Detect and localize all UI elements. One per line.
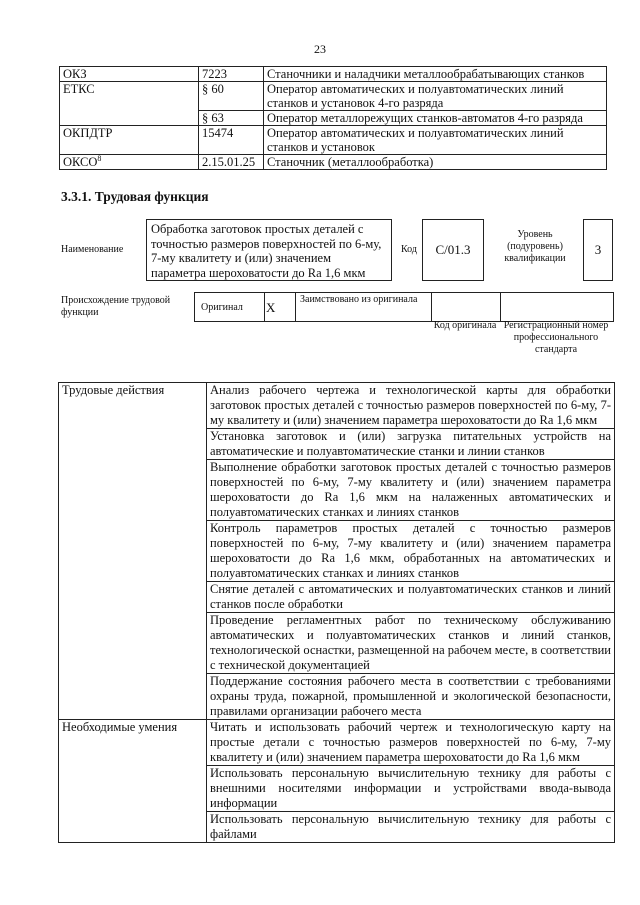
labor-action-item: Поддержание состояния рабочего места в соответствии с требованиями охраны труда, пожарной, промышленной и экологической безопасности, правилами организации рабочего места <box>207 674 615 720</box>
origin-label: Происхождение трудовой функции <box>61 295 171 318</box>
original-code-caption: Код оригинала <box>433 320 497 331</box>
classifier-description: Станочники и наладчики металлообрабатывающих станков <box>264 67 607 82</box>
skill-item: Читать и использовать рабочий чертеж и технологическую карту на простые детали с точностью размеров поверхностей по 6-му, 7-му квалитету и (или) значением параметра шероховатости до Ra 1,6 мкм <box>207 720 615 766</box>
classifier-description: Оператор автоматических и полуавтоматических линий станков и установок 4-го разряда <box>264 82 607 111</box>
classifier-description: Оператор металлорежущих станков-автоматов 4-го разряда <box>264 111 607 126</box>
classifier-number: § 60 <box>199 82 264 111</box>
classifier-code: ОКЗ <box>60 67 199 82</box>
footnote-mark: 8 <box>97 153 102 163</box>
labor-actions-heading: Трудовые действия <box>59 383 207 720</box>
labor-action-item: Снятие деталей с автоматических и полуавтоматических станков и линий станков после обработки <box>207 582 615 613</box>
table-row <box>195 293 614 322</box>
function-details-table <box>58 382 615 843</box>
qualification-level-value: 3 <box>583 219 613 281</box>
original-mark: X <box>265 293 296 322</box>
registration-number-cell <box>501 293 614 322</box>
labor-action-item: Выполнение обработки заготовок простых деталей с точностью размеров поверхностей по 6-му, 7-му квалитету и (или) значением параметра шероховатости до Ra 1,6 мкм на налаженных автоматических и полуавтоматических станках и линиях станков <box>207 460 615 521</box>
registration-number-caption: Регистрационный номер профессионального стандарта <box>503 320 609 355</box>
table-row <box>59 383 615 429</box>
skill-item: Использовать персональную вычислительную технику для работы с внешними носителями информации и устройствами ввода-вывода информации <box>207 766 615 812</box>
labor-action-item: Проведение регламентных работ по техническому обслуживанию автоматических и полуавтоматических станков и линий станков, технологической оснастки, размещенной на рабочем месте, в соответствии с технической документацией <box>207 613 615 674</box>
classifier-code <box>60 155 199 170</box>
qualification-level-label: Уровень (подуровень) квалификации <box>504 229 566 264</box>
labor-action-item: Анализ рабочего чертежа и технологической карты для обработки заготовок простых деталей с точностью размеров поверхностей по 6-му, 7-му квалитету и (или) значением параметра шероховатости до Ra 1,6 мкм <box>207 383 615 429</box>
labor-action-item: Контроль параметров простых деталей с точностью размеров поверхностей по 6-му, 7-му квалитету и (или) значением параметра шероховатости до Ra 1,6 мкм, обработанных на автоматических и полуавтоматических станках и линиях станков <box>207 521 615 582</box>
classifier-code: ОКПДТР <box>60 126 199 155</box>
skill-item: Использовать персональную вычислительную технику для работы с файлами <box>207 812 615 843</box>
table-row <box>60 126 607 155</box>
page-number: 23 <box>314 42 326 56</box>
table-row <box>60 82 607 111</box>
function-code-value: C/01.3 <box>422 219 484 281</box>
classifier-number: 7223 <box>199 67 264 82</box>
skills-heading: Необходимые умения <box>59 720 207 843</box>
classifier-code-text: ОКСО <box>63 155 98 169</box>
classifier-number: § 63 <box>199 111 264 126</box>
table-row <box>60 67 607 82</box>
classifier-description: Оператор автоматических и полуавтоматических линий станков и установок <box>264 126 607 155</box>
table-row <box>60 155 607 170</box>
function-name-value: Обработка заготовок простых деталей с точностью размеров поверхностей по 6-му, 7-му квалитету и (или) значением параметра шероховатости до Ra 1,6 мкм <box>146 219 392 281</box>
labor-action-item: Установка заготовок и (или) загрузка питательных устройств на автоматические и полуавтоматические станки и линии станков <box>207 429 615 460</box>
origin-table <box>194 292 614 322</box>
classifier-number: 15474 <box>199 126 264 155</box>
borrowed-label: Заимствовано из оригинала <box>296 293 432 322</box>
code-label: Код <box>401 244 417 255</box>
classification-table <box>59 66 607 170</box>
original-label: Оригинал <box>195 293 265 322</box>
classifier-code: ЕТКС <box>60 82 199 126</box>
original-code-cell <box>432 293 501 322</box>
classifier-description: Станочник (металлообработка) <box>264 155 607 170</box>
classifier-number: 2.15.01.25 <box>199 155 264 170</box>
name-label: Наименование <box>61 244 124 255</box>
table-row <box>59 720 615 766</box>
section-title: 3.3.1. Трудовая функция <box>61 189 209 204</box>
